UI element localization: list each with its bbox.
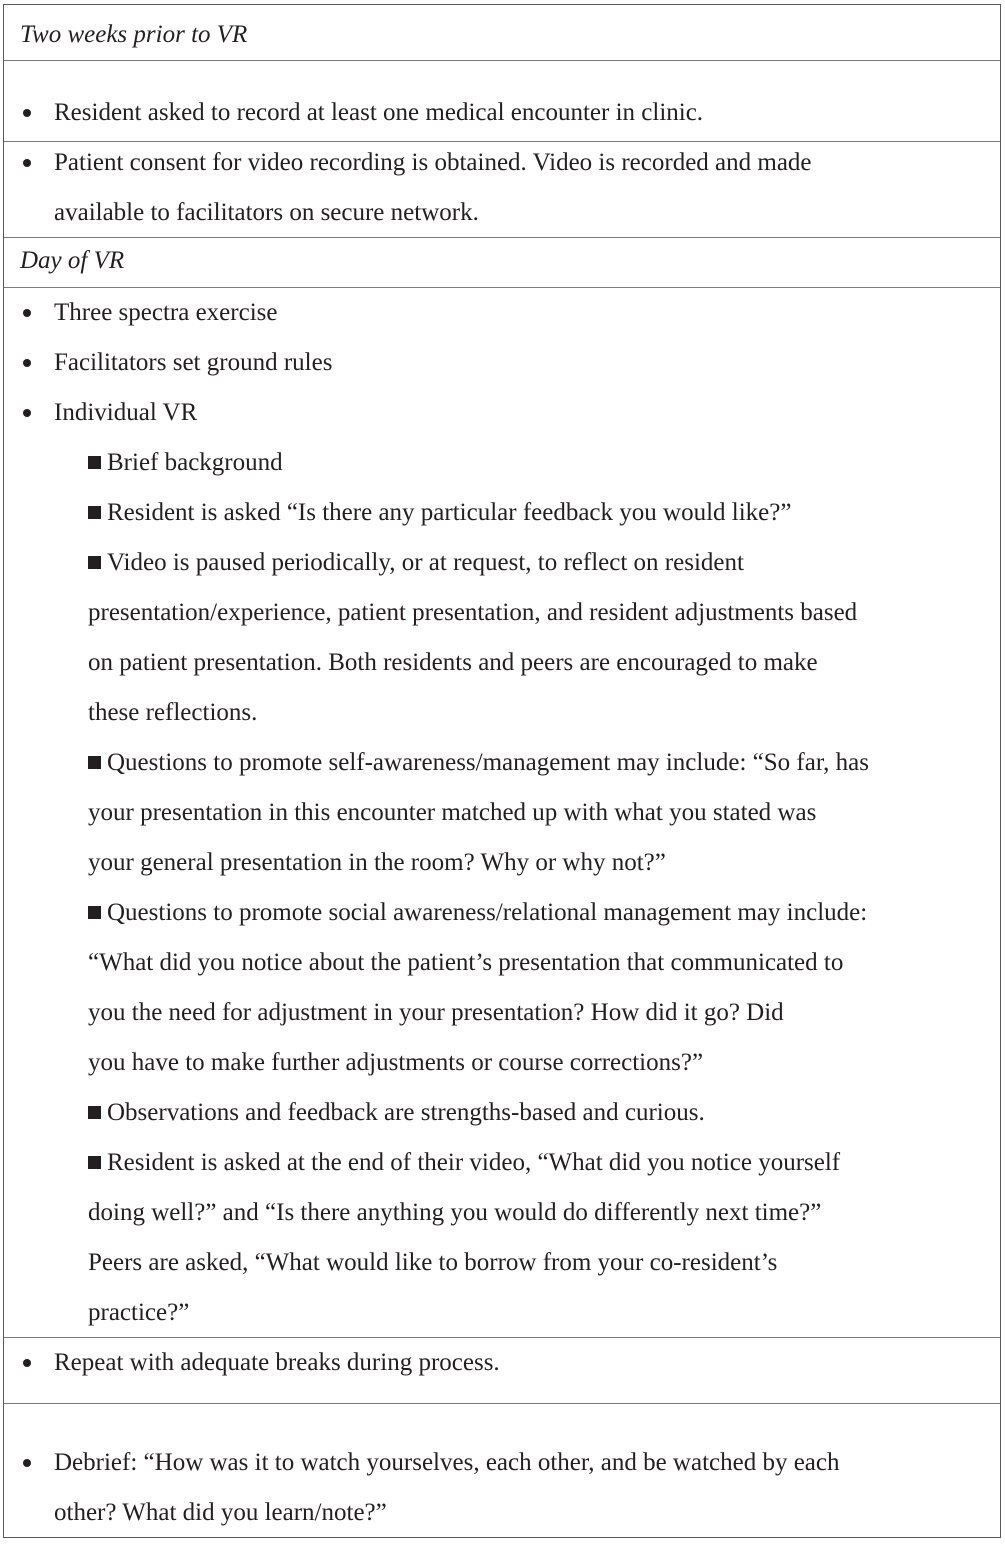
row-divider [4, 60, 1000, 61]
bullet-icon [23, 309, 31, 317]
list-item-text: Resident asked to record at least one medical encounter in clinic. [54, 99, 704, 126]
square-bullet-icon [88, 456, 101, 469]
bullet-icon [23, 359, 31, 367]
list-item-text: Individual VR [54, 399, 198, 426]
bullet-icon [23, 109, 31, 117]
list-item-text: Facilitators set ground rules [54, 349, 333, 376]
section-header-day-of-vr: Day of VR [20, 247, 125, 274]
subitem-line: Resident is asked “Is there any particular feedback you would like?” [88, 498, 791, 528]
subitem-line: you the need for adjustment in your presentation? How did it go? Did [88, 999, 784, 1026]
list-item-text: Patient consent for video recording is obtained. Video is recorded and made [54, 149, 812, 176]
subitem-line: your presentation in this encounter matched up with what you stated was [88, 799, 817, 826]
square-bullet-icon [88, 1106, 101, 1119]
list-item-text: other? What did you learn/note?” [54, 1499, 387, 1526]
subitem-line: Observations and feedback are strengths-based and curious. [88, 1098, 705, 1128]
bullet-icon [23, 159, 31, 167]
subitem-line: practice?” [88, 1299, 190, 1326]
bullet-icon [23, 409, 31, 417]
subitem-line: on patient presentation. Both residents and peers are encouraged to make [88, 649, 818, 676]
bullet-icon [23, 1359, 31, 1367]
subitem-line: Resident is asked at the end of their video, “What did you notice yourself [88, 1148, 840, 1178]
subitem-line: Peers are asked, “What would like to borrow from your co-resident’s [88, 1249, 778, 1276]
subitem-line: doing well?” and “Is there anything you would do differently next time?” [88, 1199, 822, 1226]
subitem-line: Video is paused periodically, or at request, to reflect on resident [88, 548, 744, 578]
bullet-icon [23, 1459, 31, 1467]
row-divider [4, 1337, 1000, 1338]
list-item-text: available to facilitators on secure network. [54, 199, 479, 226]
subitem-line: Questions to promote self-awareness/management may include: “So far, has [88, 748, 869, 778]
row-divider [4, 287, 1000, 288]
subitem-line: “What did you notice about the patient’s presentation that communicated to [88, 949, 844, 976]
row-divider [4, 1403, 1000, 1404]
square-bullet-icon [88, 506, 101, 519]
subitem-line: presentation/experience, patient presentation, and resident adjustments based [88, 599, 858, 626]
subitem-line: these reflections. [88, 699, 258, 726]
subitem-line: Questions to promote social awareness/relational management may include: [88, 898, 867, 928]
square-bullet-icon [88, 906, 101, 919]
subitem-line: Brief background [88, 448, 283, 478]
list-item-text: Three spectra exercise [54, 299, 278, 326]
row-divider [4, 141, 1000, 142]
square-bullet-icon [88, 1156, 101, 1169]
square-bullet-icon [88, 756, 101, 769]
list-item-text: Debrief: “How was it to watch yourselves, each other, and be watched by each [54, 1449, 840, 1476]
subitem-line: you have to make further adjustments or course corrections?” [88, 1049, 704, 1076]
vr-protocol-table [3, 4, 1001, 1538]
subitem-line: your general presentation in the room? Why or why not?” [88, 849, 666, 876]
row-divider [4, 237, 1000, 238]
list-item-text: Repeat with adequate breaks during process. [54, 1349, 500, 1376]
section-header-two-weeks-prior: Two weeks prior to VR [20, 21, 248, 48]
square-bullet-icon [88, 556, 101, 569]
